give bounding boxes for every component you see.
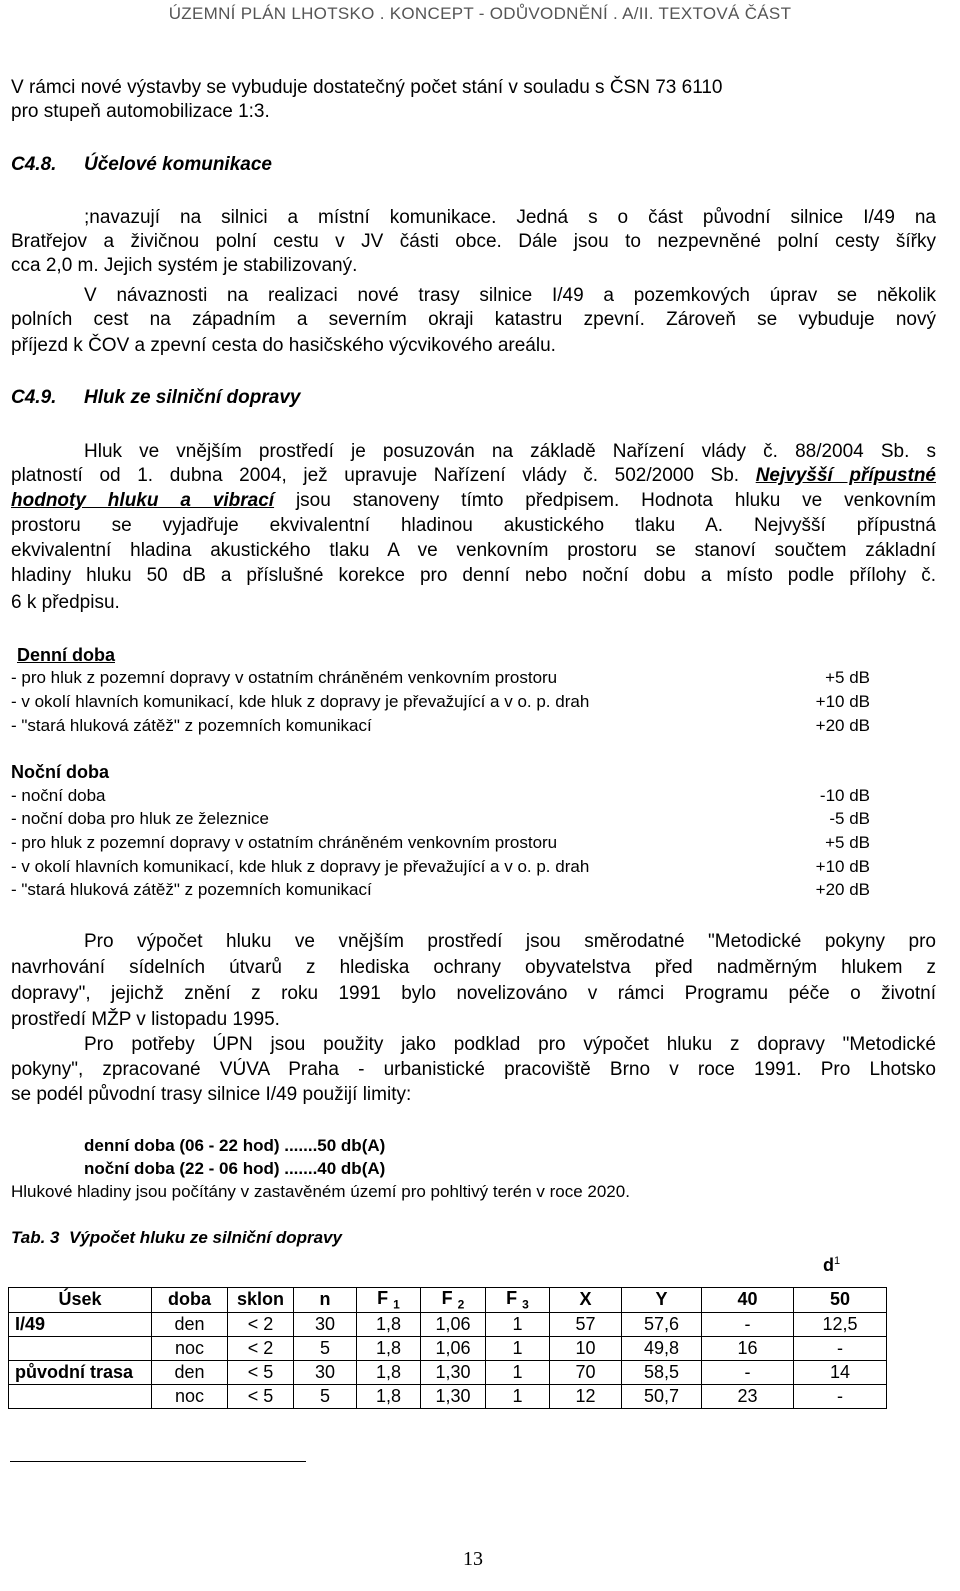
- table-cell: noc: [152, 1384, 228, 1408]
- header-cell: n: [294, 1288, 357, 1313]
- table-cell: < 2: [228, 1336, 294, 1360]
- table-cell: 1,06: [421, 1312, 486, 1336]
- night-item-2-text: - noční doba pro hluk ze železnice: [11, 809, 269, 828]
- c48-p1-line-3: cca 2,0 m. Jejich systém je stabilizovaný.: [11, 255, 358, 276]
- night-title: Noční doba: [11, 762, 109, 782]
- table-cell: 1,30: [421, 1360, 486, 1384]
- table-cell: den: [152, 1312, 228, 1336]
- c49-line-5: ekvivalentní hladina akustického tlaku A ve venkovním prostoru se stanoví součtem základní: [11, 540, 936, 561]
- table-row: [9, 1336, 887, 1360]
- night-item-4-text: - v okolí hlavních komunikací, kde hluk z dopravy je převažující a v o. p. drah: [11, 857, 590, 876]
- c49-line-1: Hluk ve vnějším prostředí je posuzován na základě Nařízení vlády č. 88/2004 Sb. s: [84, 441, 936, 462]
- table-caption-title: Výpočet hluku ze silniční dopravy: [68, 1228, 342, 1247]
- header-cell: doba: [152, 1288, 228, 1313]
- table-cell: 70: [550, 1360, 622, 1384]
- table-cell: 57,6: [622, 1312, 702, 1336]
- table-cell: 50,7: [622, 1384, 702, 1408]
- c49-line-3-emphasis: hodnoty hluku a vibrací: [11, 490, 275, 511]
- limit-night: noční doba (22 - 06 hod) .......40 db(A): [84, 1159, 386, 1178]
- method-p2-line-2: pokyny", zpracované VÚVA Praha - urbanistické pracoviště Brno v roce 1991. Pro Lhotsko: [11, 1059, 936, 1080]
- table-caption-label: Tab. 3: [11, 1228, 60, 1247]
- method-p1-line-3: dopravy", jejichž znění z roku 1991 bylo novelizováno v rámci Programu péče o životní: [11, 983, 936, 1004]
- limit-day: denní doba (06 - 22 hod) .......50 db(A): [84, 1136, 386, 1155]
- table-cell: 1,8: [357, 1384, 421, 1408]
- table-cell: -: [702, 1360, 794, 1384]
- header-cell: sklon: [228, 1288, 294, 1313]
- running-header: ÚZEMNÍ PLÁN LHOTSKO . KONCEPT - ODŮVODNĚNÍ . A/II. TEXTOVÁ ČÁST: [168, 4, 792, 23]
- method-p1-line-1: Pro výpočet hluku ve vnějším prostředí jsou směrodatné "Metodické pokyny pro: [84, 931, 936, 952]
- segment-cell: [9, 1384, 152, 1408]
- table-cell: 12: [550, 1384, 622, 1408]
- table-cell: 1: [486, 1336, 550, 1360]
- c49-line-6: hladiny hluku 50 dB a příslušné korekce pro denní nebo noční dobu a místo podle přílohy č.: [11, 565, 936, 586]
- section-c48-number: C4.8.: [11, 154, 57, 175]
- table-cell: 1: [486, 1384, 550, 1408]
- table-caption: [11, 1228, 342, 1248]
- day-item-2-text: - v okolí hlavních komunikací, kde hluk z dopravy je převažující a v o. p. drah: [11, 692, 590, 711]
- section-c49-title: Hluk ze silniční dopravy: [84, 387, 301, 408]
- c49-line-3: hodnoty hluku a vibrací jsou stanoveny tímto předpisem. Hodnota hluku ve venkovním: [11, 490, 937, 511]
- day-item-1-text: - pro hluk z pozemní dopravy v ostatním chráněném venkovním prostoru: [11, 668, 558, 687]
- table-cell: 1,8: [357, 1312, 421, 1336]
- table-cell: 14: [794, 1360, 887, 1384]
- table-cell: 5: [294, 1336, 357, 1360]
- footnote-divider: [10, 1461, 306, 1462]
- noise-table: [8, 1287, 887, 1409]
- table-cell: 1,8: [357, 1360, 421, 1384]
- table-cell: noc: [152, 1336, 228, 1360]
- night-item-3-value: +5 dB: [825, 833, 870, 852]
- table-cell: 30: [294, 1360, 357, 1384]
- c48-p2-line-2: polních cest na západním a severním okraji katastru zpevní. Zároveň se vybuduje nový: [11, 309, 936, 330]
- night-item-2-value: -5 dB: [829, 809, 870, 828]
- method-p1-line-4: prostředí MŽP v listopadu 1995.: [11, 1009, 280, 1030]
- table-row: [9, 1312, 887, 1336]
- header-cell: 50: [794, 1288, 887, 1313]
- table-cell: 23: [702, 1384, 794, 1408]
- night-item-3-text: - pro hluk z pozemní dopravy v ostatním chráněném venkovním prostoru: [11, 833, 558, 852]
- header-cell-f2: F $_2$: [421, 1288, 486, 1313]
- c49-line-4: prostoru se vyjadřuje ekvivalentní hladinou akustického tlaku A. Nejvyšší přípustná: [11, 515, 936, 536]
- table-cell: 49,8: [622, 1336, 702, 1360]
- header-cell-f1: F $_1$: [357, 1288, 421, 1313]
- table-row: [9, 1384, 887, 1408]
- table-cell: 58,5: [622, 1360, 702, 1384]
- table-cell: 12,5: [794, 1312, 887, 1336]
- segment-cell: I/49: [9, 1312, 152, 1336]
- table-cell: < 5: [228, 1360, 294, 1384]
- table-cell: 16: [702, 1336, 794, 1360]
- c49-line-2-emphasis: Nejvyšší přípustné: [755, 465, 936, 486]
- night-item-1-text: - noční doba: [11, 786, 106, 805]
- night-item-4-value: +10 dB: [815, 857, 870, 876]
- table-cell: -: [702, 1312, 794, 1336]
- header-cell: Y: [622, 1288, 702, 1313]
- c49-line-7: 6 k předpisu.: [11, 592, 120, 613]
- header-cell-f3: F $_3$: [486, 1288, 550, 1313]
- limits-note: Hlukové hladiny jsou počítány v zastavěném území pro pohltivý terén v roce 2020.: [11, 1182, 630, 1201]
- distance-header: $d^1$: [823, 1255, 841, 1275]
- header-cell: 40: [702, 1288, 794, 1313]
- table-cell: 1,06: [421, 1336, 486, 1360]
- table-cell: 5: [294, 1384, 357, 1408]
- night-item-1-value: -10 dB: [819, 786, 870, 805]
- table-cell: 30: [294, 1312, 357, 1336]
- method-p2-line-3: se podél původní trasy silnice I/49 použijí limity:: [11, 1084, 412, 1105]
- segment-cell: [9, 1336, 152, 1360]
- section-c49-number: C4.9.: [11, 387, 57, 408]
- table-cell: 1,30: [421, 1384, 486, 1408]
- table-cell: den: [152, 1360, 228, 1384]
- table-cell: < 2: [228, 1312, 294, 1336]
- method-p2-line-1: Pro potřeby ÚPN jsou použity jako podklad pro výpočet hluku z dopravy "Metodické: [84, 1034, 936, 1055]
- page-number: 13: [463, 1548, 483, 1570]
- c48-p2-line-3: příjezd k ČOV a zpevní cesta do hasičského výcvikového areálu.: [11, 335, 556, 356]
- day-item-1-value: +5 dB: [825, 668, 870, 687]
- header-cell: X: [550, 1288, 622, 1313]
- table-cell: < 5: [228, 1384, 294, 1408]
- table-cell: 1: [486, 1360, 550, 1384]
- table-cell: -: [794, 1336, 887, 1360]
- night-item-5-value: +20 dB: [815, 880, 870, 899]
- day-item-3-text: - "stará hluková zátěž" z pozemních komunikací: [11, 716, 372, 735]
- header-cell: Úsek: [9, 1288, 152, 1313]
- intro-line-2: pro stupeň automobilizace 1:3.: [11, 101, 270, 122]
- table-cell: 1,8: [357, 1336, 421, 1360]
- day-item-2-value: +10 dB: [815, 692, 870, 711]
- table-cell: 57: [550, 1312, 622, 1336]
- table-header-row: [9, 1288, 887, 1313]
- c48-p1-line-2: Bratřejov a živičnou polní cestu v JV části obce. Dále jsou to nezpevněné polní cesty šířky: [11, 231, 936, 252]
- table-cell: 1: [486, 1312, 550, 1336]
- c49-line-2: platností od 1. dubna 2004, jež upravuje Nařízení vlády č. 502/2000 Sb. Nejvyšší přípustné: [11, 465, 936, 486]
- table-cell: 10: [550, 1336, 622, 1360]
- day-item-3-value: +20 dB: [815, 716, 870, 735]
- night-item-5-text: - "stará hluková zátěž" z pozemních komunikací: [11, 880, 372, 899]
- method-p1-line-2: navrhování sídelních útvarů z hlediska ochrany obyvatelstva před nadměrným hlukem z: [11, 957, 936, 978]
- day-title: Denní doba: [17, 645, 115, 665]
- intro-line-1: V rámci nové výstavby se vybuduje dostatečný počet stání v souladu s ČSN 73 6110: [11, 77, 723, 98]
- c48-p2-line-1: V návaznosti na realizaci nové trasy silnice I/49 a pozemkových úprav se několik: [84, 285, 936, 306]
- table-cell: -: [794, 1384, 887, 1408]
- c48-p1-line-1: ;navazují na silnici a místní komunikace. Jedná s o část původní silnice I/49 na: [84, 207, 936, 228]
- segment-cell: původní trasa: [9, 1360, 152, 1384]
- section-c48-title: Účelové komunikace: [84, 154, 272, 175]
- table-row: [9, 1360, 887, 1384]
